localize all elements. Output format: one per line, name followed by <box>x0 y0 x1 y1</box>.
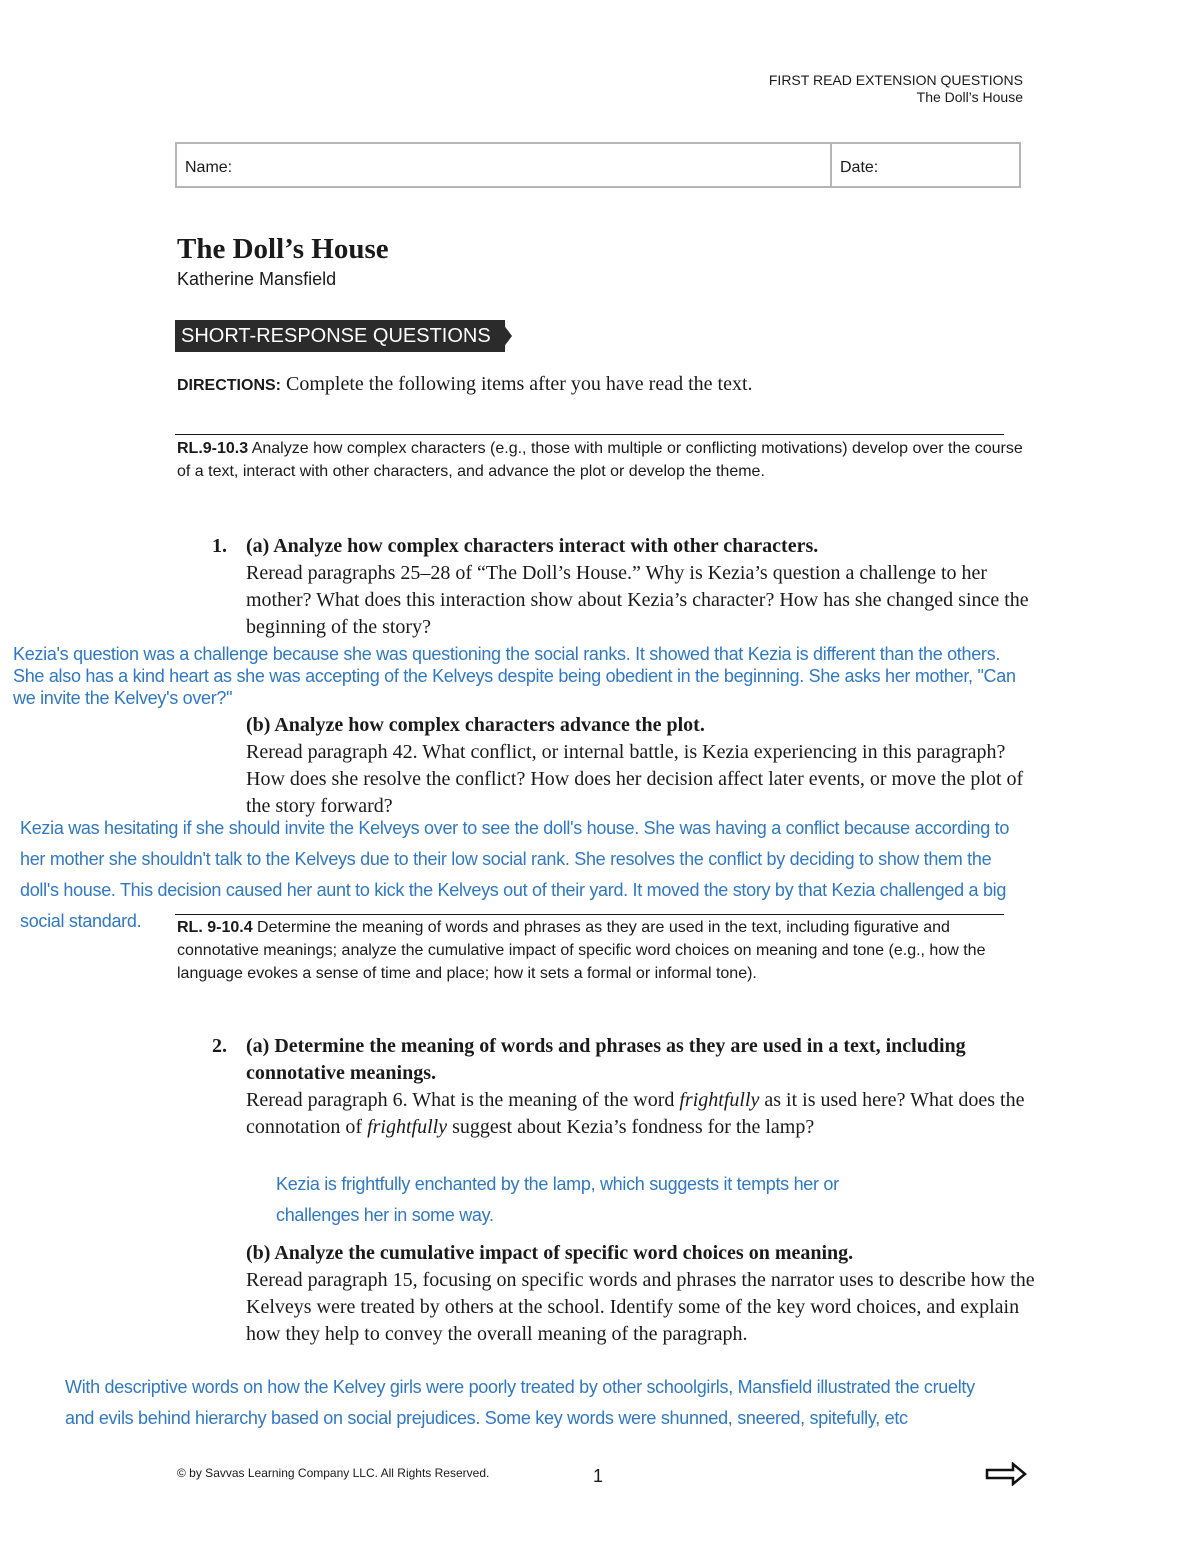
standard-1-code: RL.9-10.3 <box>177 440 249 457</box>
question-2b-heading: (b) Analyze the cumulative impact of specific word choices on meaning. <box>246 1242 854 1264</box>
question-1a-prompt: Reread paragraphs 25–28 of “The Doll’s House.” Why is Kezia’s question a challenge to her mother? What does this interaction show about Kezia’s character? How has she changed since the beginning of the story? <box>246 562 1029 638</box>
question-1b <box>246 712 1046 820</box>
answer-line: social standard. <box>20 911 142 931</box>
answer-line: Kezia is frightfully enchanted by the lamp, which suggests it tempts her or <box>276 1174 839 1194</box>
question-1b-prompt: Reread paragraph 42. What conflict, or internal battle, is Kezia experiencing in this paragraph? How does she resolve the conflict? How does her decision affect later events, or move the plot of the story forward? <box>246 741 1024 817</box>
name-field[interactable] <box>177 144 832 186</box>
answer-line: Kezia was hesitating if she should invite the Kelveys over to see the doll's house. She was having a conflict because according to <box>20 818 1010 838</box>
directions <box>177 373 753 396</box>
banner-arrow-icon <box>500 320 512 352</box>
standard-2 <box>177 916 1027 985</box>
standard-1 <box>177 437 1027 483</box>
question-1a <box>246 533 1046 641</box>
divider <box>175 434 1004 435</box>
question-1a-heading: (a) Analyze how complex characters interact with other characters. <box>246 535 819 557</box>
question-2a-word: frightfully <box>679 1089 760 1111</box>
answer-line: With descriptive words on how the Kelvey girls were poorly treated by other schoolgirls, Mansfield illustrated the cruelty <box>65 1377 975 1397</box>
standard-2-code: RL. 9-10.4 <box>177 919 253 936</box>
question-2b <box>246 1240 1046 1348</box>
question-2a <box>246 1033 1046 1141</box>
question-1b-heading: (b) Analyze how complex characters advance the plot. <box>246 714 705 736</box>
copyright: © by Savvas Learning Company LLC. All Rights Reserved. <box>177 1466 490 1480</box>
page-title: The Doll’s House <box>177 233 389 265</box>
answer-line: Kezia's question was a challenge because she was questioning the social ranks. It showed that Kezia is different than the others. <box>13 644 1001 664</box>
arrow-right-icon[interactable] <box>985 1462 1027 1491</box>
answer-line: we invite the Kelvey's over?" <box>13 688 233 708</box>
standard-1-text: Analyze how complex characters (e.g., those with multiple or conflicting motivations) develop over the course of a text, interact with other characters, and advance the plot or develop the theme. <box>177 440 1023 480</box>
question-2a-prompt-part3: suggest about Kezia’s fondness for the lamp? <box>447 1116 815 1138</box>
question-2a-prompt-part1: Reread paragraph 6. What is the meaning of the word <box>246 1089 680 1111</box>
directions-label: DIRECTIONS: <box>177 377 281 394</box>
directions-text: Complete the following items after you have read the text. <box>281 373 753 395</box>
name-date-box <box>175 142 1021 188</box>
standard-2-text: Determine the meaning of words and phrases as they are used in the text, including figurative and connotative meanings; analyze the cumulative impact of specific word choices on meaning and tone (e.g., how the language evokes a sense of time and place; how it sets a formal or informal tone). <box>177 919 986 982</box>
page-number: 1 <box>593 1466 604 1486</box>
question-1-number: 1. <box>212 535 227 557</box>
section-banner: SHORT-RESPONSE QUESTIONS <box>175 320 505 352</box>
question-2-number: 2. <box>212 1035 227 1057</box>
question-2a-heading: (a) Determine the meaning of words and phrases as they are used in a text, including connotative meanings. <box>246 1035 966 1084</box>
answer-line: her mother she shouldn't talk to the Kelveys due to their low social rank. She resolves the conflict by deciding to show them the <box>20 849 992 869</box>
answer-line: doll's house. This decision caused her aunt to kick the Kelveys out of their yard. It moved the story by that Kezia challenged a big <box>20 880 1007 900</box>
divider <box>175 914 1004 915</box>
name-label: Name: <box>185 159 233 176</box>
date-field[interactable] <box>832 144 886 186</box>
answer-2b <box>65 1372 975 1434</box>
answer-line: challenges her in some way. <box>276 1205 494 1225</box>
question-2b-prompt: Reread paragraph 15, focusing on specific words and phrases the narrator uses to describe how the Kelveys were treated by others at the school. Identify some of the key word choices, and explain how they help to convey the overall meaning of the paragraph. <box>246 1269 1035 1345</box>
answer-line: She also has a kind heart as she was accepting of the Kelveys despite being obedient in the beginning. She asks her mother, "Can <box>13 666 1016 686</box>
answer-line: and evils behind hierarchy based on social prejudices. Some key words were shunned, sneered, spitefully, etc <box>65 1408 908 1428</box>
header-title: FIRST READ EXTENSION QUESTIONS <box>768 72 1023 88</box>
author: Katherine Mansfield <box>177 269 337 289</box>
date-label: Date: <box>840 159 879 176</box>
header-subtitle: The Doll’s House <box>916 89 1023 105</box>
answer-1a <box>13 643 1016 709</box>
question-2a-word: frightfully <box>367 1116 448 1138</box>
answer-2a <box>276 1169 839 1231</box>
question-2a-prompt-part2: as it is used here? What does the connotation of <box>246 1089 1025 1138</box>
